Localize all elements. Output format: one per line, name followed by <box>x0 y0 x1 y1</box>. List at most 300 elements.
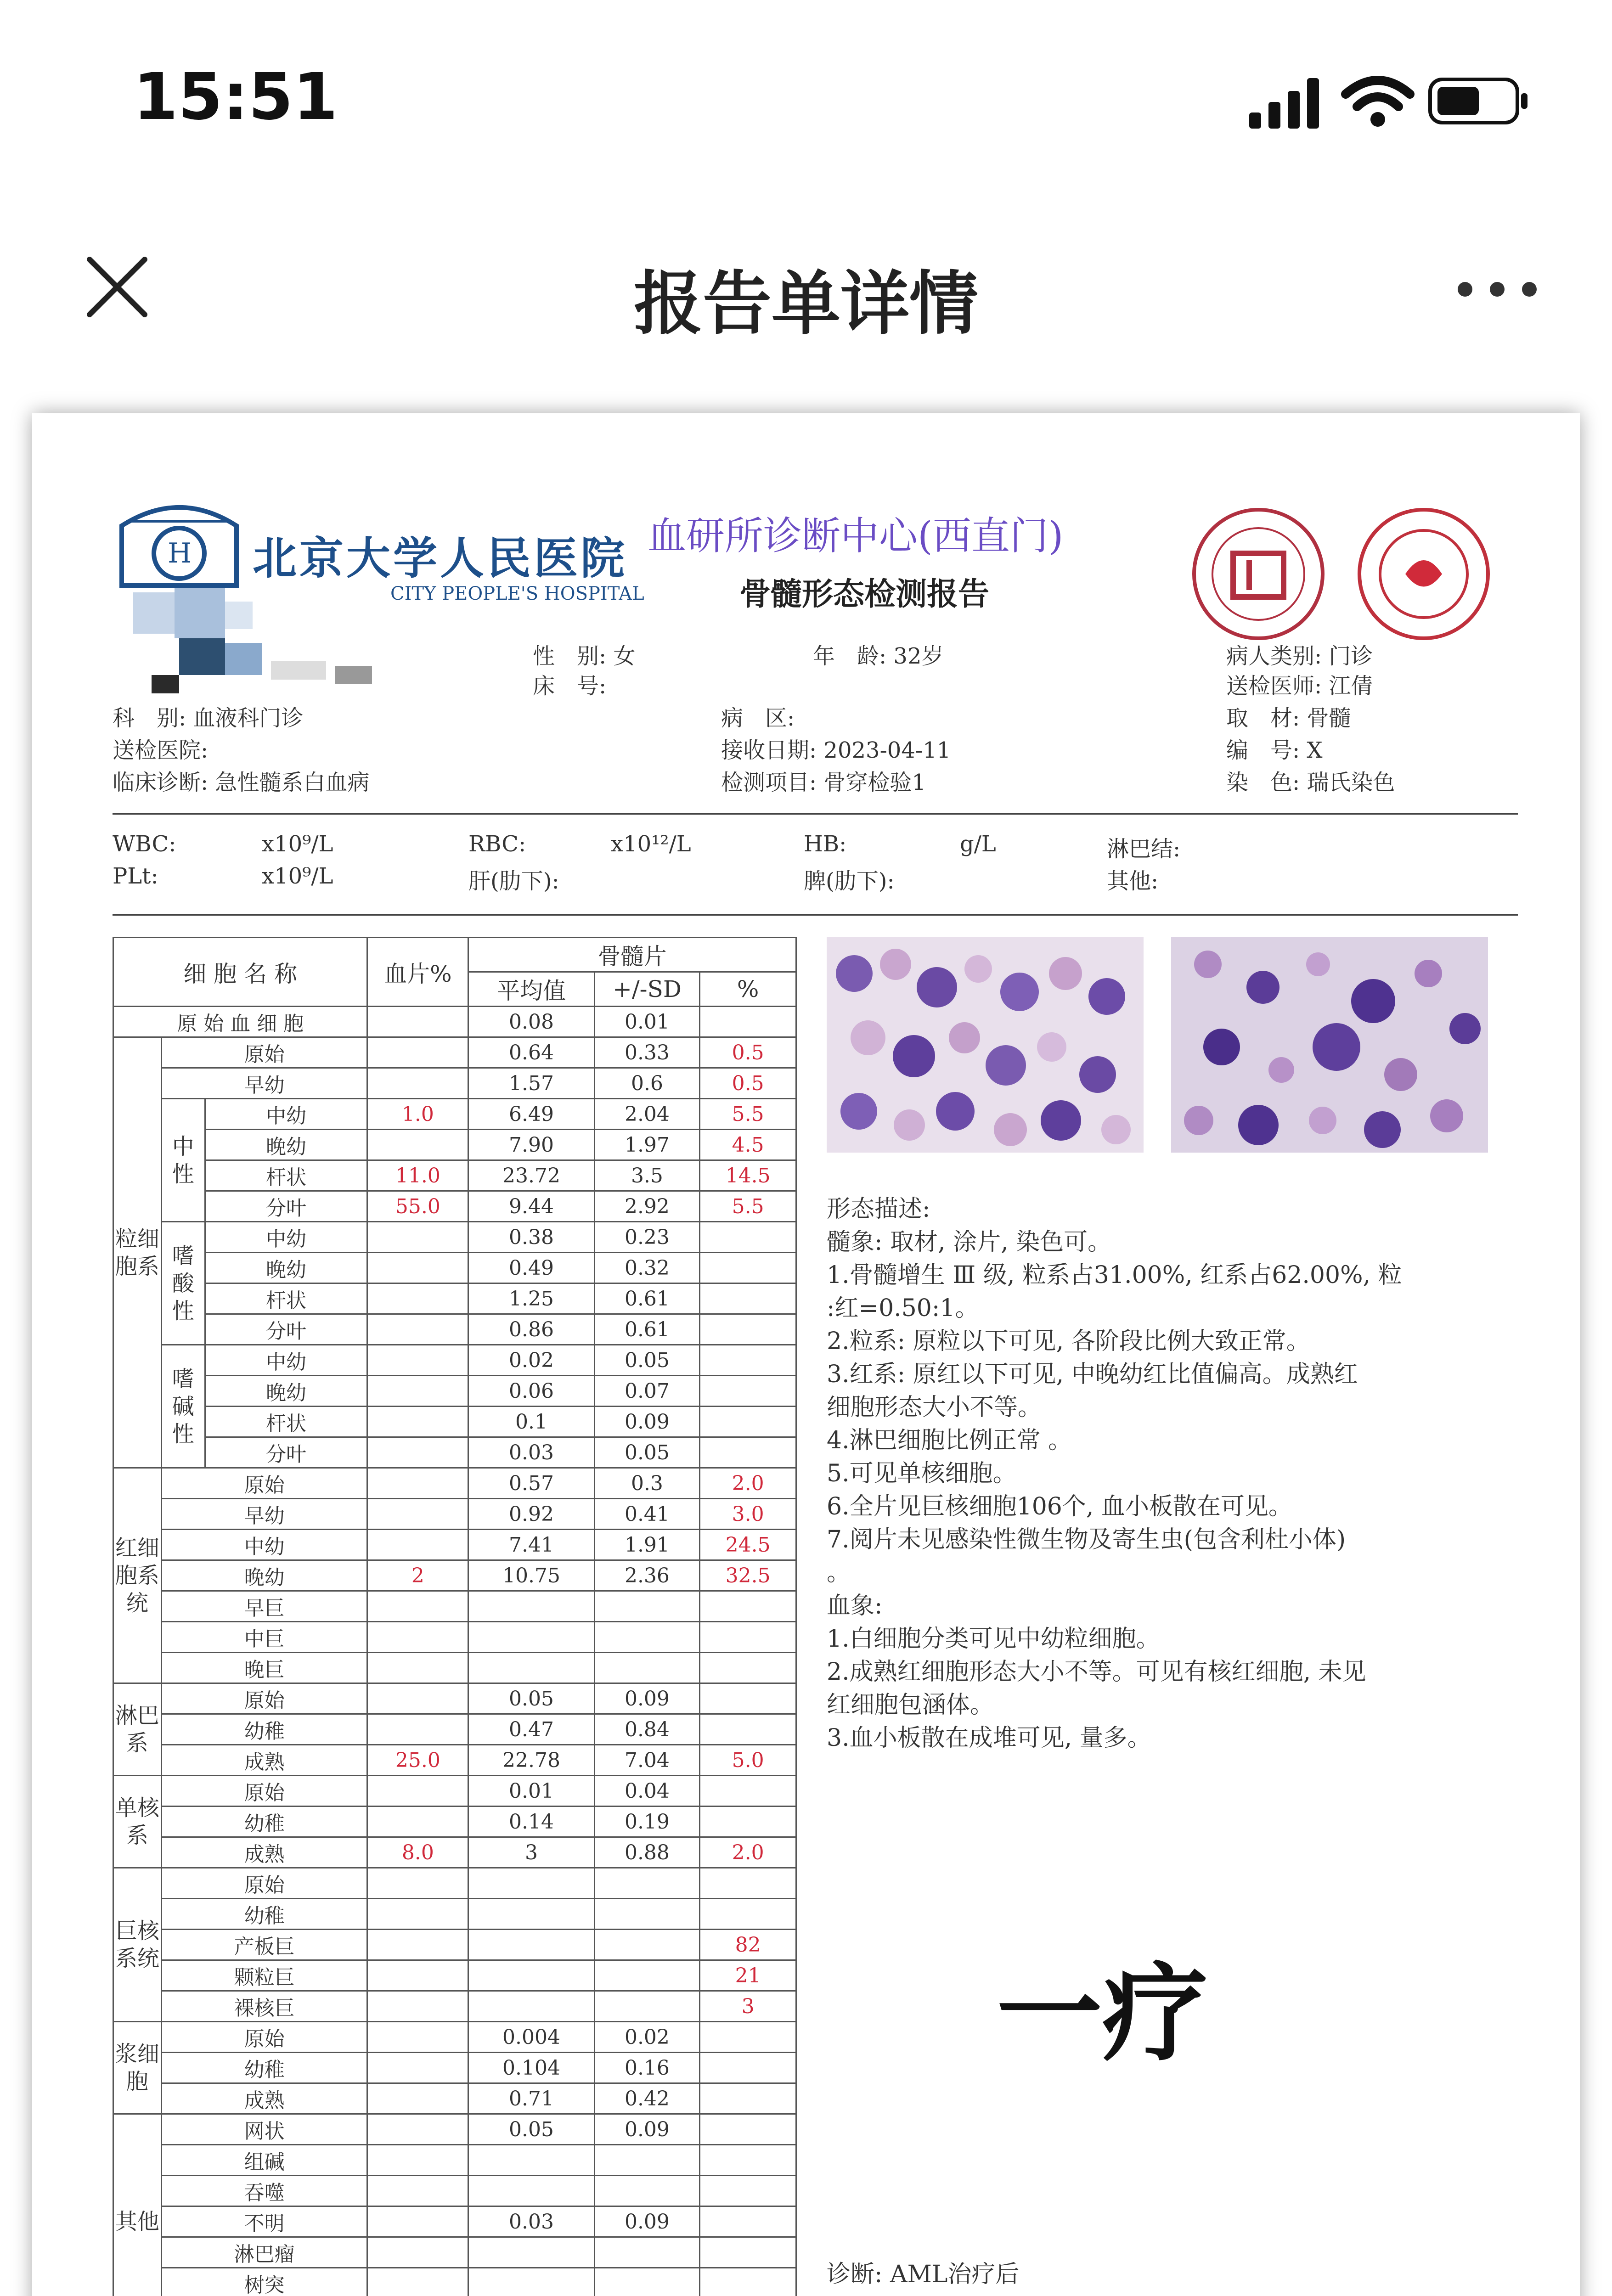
row-name: 成熟 <box>161 1745 367 1776</box>
row-mean <box>468 1591 594 1622</box>
rbc-label: RBC: <box>468 831 526 857</box>
diagnosis: 诊断: AML治疗后 <box>827 2261 1020 2288</box>
table-row <box>113 1960 796 1991</box>
row-blood: 8.0 <box>367 1837 468 1868</box>
row-blood <box>367 1314 468 1345</box>
row-sd: 0.84 <box>594 1714 700 1745</box>
row-blood <box>367 1622 468 1653</box>
patient-gender: 性 别: 女 <box>533 643 636 669</box>
row-mean: 0.1 <box>468 1407 594 1437</box>
row-name: 吞噬 <box>161 2176 367 2206</box>
row-mean: 0.08 <box>468 1007 594 1037</box>
group-label: 其他 <box>113 2114 162 2296</box>
row-mean <box>468 1899 594 1930</box>
description-line: 1.白细胞分类可见中幼粒细胞。 <box>827 1625 1160 1653</box>
row-sd: 0.07 <box>594 1376 700 1407</box>
row-mean: 0.14 <box>468 1806 594 1837</box>
table-row <box>113 1345 796 1376</box>
table-row <box>113 2145 796 2176</box>
row-pct <box>700 1007 796 1037</box>
other-exam: 其他: <box>1107 868 1159 894</box>
table-row <box>113 2053 796 2083</box>
row-name: 成熟 <box>161 2083 367 2114</box>
divider <box>113 813 1518 815</box>
row-sd <box>594 1653 700 1683</box>
table-row <box>113 1222 796 1253</box>
row-blood <box>367 1345 468 1376</box>
row-mean: 0.86 <box>468 1314 594 1345</box>
row-name: 幼稚 <box>161 2053 367 2083</box>
row-sd: 0.61 <box>594 1283 700 1314</box>
table-row <box>113 1560 796 1591</box>
row-sd <box>594 2176 700 2206</box>
table-row <box>113 1714 796 1745</box>
row-sd <box>594 1960 700 1991</box>
row-sd <box>594 1930 700 1960</box>
row-pct: 3.0 <box>700 1499 796 1530</box>
table-row <box>113 1068 796 1099</box>
group-label: 淋巴系 <box>113 1683 162 1776</box>
row-mean <box>468 2145 594 2176</box>
row-pct <box>700 1253 796 1283</box>
row-blood <box>367 1068 468 1099</box>
description-line: 3.红系: 原红以下可见, 中晚幼红比值偏高。成熟红 <box>827 1361 1358 1388</box>
row-pct: 0.5 <box>700 1068 796 1099</box>
row-pct <box>700 2145 796 2176</box>
row-pct: 0.5 <box>700 1037 796 1068</box>
wbc-unit: x10⁹/L <box>262 831 333 857</box>
row-pct <box>700 1407 796 1437</box>
table-row <box>113 1283 796 1314</box>
row-blood <box>367 1868 468 1899</box>
row-pct <box>700 1222 796 1253</box>
row-name: 中幼 <box>205 1222 367 1253</box>
row-name: 不明 <box>161 2206 367 2237</box>
test-item: 检测项目: 骨穿检验1 <box>721 770 926 795</box>
row-blood <box>367 1468 468 1499</box>
row-name: 成熟 <box>161 1837 367 1868</box>
row-pct: 21 <box>700 1960 796 1991</box>
row-sd: 3.5 <box>594 1160 700 1191</box>
overlay-text: 一疗 <box>997 1953 1208 2076</box>
row-mean: 23.72 <box>468 1160 594 1191</box>
row-pct <box>700 2053 796 2083</box>
row-sd <box>594 1591 700 1622</box>
wifi-icon <box>1341 73 1415 129</box>
row-blood <box>367 2083 468 2114</box>
row-name: 产板巨 <box>161 1930 367 1960</box>
row-blood <box>367 1283 468 1314</box>
table-row <box>113 2083 796 2114</box>
row-pct: 5.5 <box>700 1191 796 1222</box>
description-line: 3.血小板散在成堆可见, 量多。 <box>827 1724 1151 1752</box>
description-line: 。 <box>827 1559 851 1587</box>
row-sd: 0.23 <box>594 1222 700 1253</box>
row-blood <box>367 1776 468 1806</box>
row-sd: 2.92 <box>594 1191 700 1222</box>
row-pct <box>700 2206 796 2237</box>
row-pct <box>700 1622 796 1653</box>
row-mean: 0.05 <box>468 1683 594 1714</box>
row-sd: 0.05 <box>594 1437 700 1468</box>
header-sd: +/-SD <box>594 972 700 1007</box>
row-name: 杆状 <box>205 1283 367 1314</box>
row-sd: 0.09 <box>594 1407 700 1437</box>
row-sd: 0.33 <box>594 1037 700 1068</box>
row-sd: 0.02 <box>594 2022 700 2053</box>
row-sd <box>594 1868 700 1899</box>
row-sd <box>594 2237 700 2268</box>
row-pct: 2.0 <box>700 1837 796 1868</box>
row-blood <box>367 2114 468 2145</box>
row-mean: 0.57 <box>468 1468 594 1499</box>
row-blood <box>367 1407 468 1437</box>
plt-label: PLt: <box>113 863 158 889</box>
row-blood <box>367 1591 468 1622</box>
stain: 染 色: 瑞氏染色 <box>1226 770 1395 795</box>
row-sd: 0.09 <box>594 1683 700 1714</box>
row-sd: 1.97 <box>594 1130 700 1160</box>
row-name: 晚幼 <box>205 1376 367 1407</box>
nav-header <box>0 211 1612 358</box>
plt-unit: x10⁹/L <box>262 863 333 889</box>
center-name: 血研所诊断中心(西直门) <box>648 513 1064 558</box>
row-sd: 0.88 <box>594 1837 700 1868</box>
signal-icon <box>1249 78 1323 129</box>
row-name: 原 始 血 细 胞 <box>113 1007 367 1037</box>
description-line: 血象: <box>827 1592 883 1620</box>
subgroup-label: 嗜酸性 <box>161 1222 205 1345</box>
row-pct <box>700 1868 796 1899</box>
row-mean: 6.49 <box>468 1099 594 1130</box>
table-row <box>113 1745 796 1776</box>
table-row <box>113 1499 796 1530</box>
row-sd: 0.19 <box>594 1806 700 1837</box>
row-sd: 1.91 <box>594 1530 700 1560</box>
row-mean: 0.92 <box>468 1499 594 1530</box>
row-name: 中幼 <box>205 1099 367 1130</box>
description-heading: 形态描述: <box>827 1195 930 1223</box>
row-name: 早幼 <box>161 1068 367 1099</box>
row-name: 早巨 <box>161 1591 367 1622</box>
row-sd: 0.01 <box>594 1007 700 1037</box>
row-pct <box>700 1683 796 1714</box>
lymph-node: 淋巴结: <box>1107 836 1181 862</box>
row-mean: 0.03 <box>468 1437 594 1468</box>
row-name: 裸核巨 <box>161 1991 367 2022</box>
table-row <box>113 1037 796 1068</box>
row-name: 组碱 <box>161 2145 367 2176</box>
row-pct <box>700 1776 796 1806</box>
header-mean: 平均值 <box>468 972 594 1007</box>
group-label: 粒细胞系 <box>113 1037 162 1468</box>
row-blood: 2 <box>367 1560 468 1591</box>
table-row <box>113 1407 796 1437</box>
description-line: 2.粒系: 原粒以下可见, 各阶段比例大致正常。 <box>827 1328 1310 1355</box>
received-date: 接收日期: 2023-04-11 <box>721 737 951 763</box>
table-row <box>113 1806 796 1837</box>
row-blood: 25.0 <box>367 1745 468 1776</box>
row-mean <box>468 1653 594 1683</box>
row-blood <box>367 1253 468 1283</box>
row-sd <box>594 1899 700 1930</box>
header-cell-name: 细 胞 名 称 <box>113 938 367 1007</box>
row-sd: 0.05 <box>594 1345 700 1376</box>
row-pct <box>700 1653 796 1683</box>
table-row <box>113 1683 796 1714</box>
header-pct: % <box>700 972 796 1007</box>
table-row <box>113 1099 796 1130</box>
table-row <box>113 2206 796 2237</box>
row-sd <box>594 2268 700 2296</box>
row-pct: 24.5 <box>700 1530 796 1560</box>
table-row <box>113 1530 796 1560</box>
row-sd: 0.09 <box>594 2114 700 2145</box>
row-mean: 0.01 <box>468 1776 594 1806</box>
row-mean: 0.06 <box>468 1376 594 1407</box>
description-line: :红=0.50:1。 <box>827 1294 979 1322</box>
description-line: 5.可见单核细胞。 <box>827 1460 1017 1487</box>
row-pct: 3 <box>700 1991 796 2022</box>
row-name: 网状 <box>161 2114 367 2145</box>
micrograph-image-2 <box>1171 937 1488 1153</box>
sample-number: 编 号: X <box>1226 737 1323 763</box>
row-mean: 7.90 <box>468 1130 594 1160</box>
row-pct <box>700 1899 796 1930</box>
row-blood <box>367 2053 468 2083</box>
row-pct <box>700 1591 796 1622</box>
row-mean <box>468 1622 594 1653</box>
marrow-table <box>113 937 797 2296</box>
group-label: 单核系 <box>113 1776 162 1868</box>
row-pct <box>700 2268 796 2296</box>
table-row <box>113 1622 796 1653</box>
row-blood <box>367 2022 468 2053</box>
subgroup-label: 嗜碱性 <box>161 1345 205 1468</box>
row-name: 中幼 <box>205 1345 367 1376</box>
row-mean: 22.78 <box>468 1745 594 1776</box>
group-label: 浆细胞 <box>113 2022 162 2114</box>
row-mean <box>468 1991 594 2022</box>
row-mean: 0.64 <box>468 1037 594 1068</box>
row-sd: 0.16 <box>594 2053 700 2083</box>
hb-unit: g/L <box>960 831 996 857</box>
row-sd: 2.04 <box>594 1099 700 1130</box>
row-mean: 3 <box>468 1837 594 1868</box>
row-pct <box>700 1314 796 1345</box>
row-pct <box>700 1376 796 1407</box>
liver: 肝(肋下): <box>468 868 559 894</box>
group-label: 巨核系统 <box>113 1868 162 2022</box>
table-row <box>113 1591 796 1622</box>
table-row <box>113 1868 796 1899</box>
row-blood <box>367 1930 468 1960</box>
row-name: 晚幼 <box>205 1253 367 1283</box>
table-row <box>113 1837 796 1868</box>
table-row <box>113 1314 796 1345</box>
page-title: 报告单详情 <box>633 264 978 344</box>
table-row <box>113 2176 796 2206</box>
description-line: 髓象: 取材, 涂片, 染色可。 <box>827 1228 1112 1256</box>
header-blood-pct: 血片% <box>367 938 468 1007</box>
row-blood <box>367 2176 468 2206</box>
row-mean: 7.41 <box>468 1530 594 1560</box>
row-blood <box>367 1499 468 1530</box>
row-sd <box>594 1991 700 2022</box>
row-name: 原始 <box>161 1037 367 1068</box>
row-sd: 0.3 <box>594 1468 700 1499</box>
report-document <box>32 413 1580 2296</box>
description-line: 4.淋巴细胞比例正常 。 <box>827 1427 1072 1454</box>
table-row <box>113 1991 796 2022</box>
row-blood <box>367 2145 468 2176</box>
row-name: 中巨 <box>161 1622 367 1653</box>
row-name: 杆状 <box>205 1160 367 1191</box>
report-title: 骨髓形态检测报告 <box>739 576 990 613</box>
row-mean: 0.02 <box>468 1345 594 1376</box>
row-sd: 7.04 <box>594 1745 700 1776</box>
table-row <box>113 1899 796 1930</box>
row-mean: 1.57 <box>468 1068 594 1099</box>
row-name: 幼稚 <box>161 1806 367 1837</box>
more-icon[interactable] <box>1451 276 1543 303</box>
row-mean: 0.47 <box>468 1714 594 1745</box>
row-pct: 2.0 <box>700 1468 796 1499</box>
row-blood <box>367 1960 468 1991</box>
row-pct <box>700 1714 796 1745</box>
row-blood <box>367 2268 468 2296</box>
row-pct <box>700 2114 796 2145</box>
row-name: 分叶 <box>205 1314 367 1345</box>
row-mean <box>468 1960 594 1991</box>
hematology-seal-icon <box>1189 505 1327 643</box>
row-blood <box>367 2237 468 2268</box>
row-name: 分叶 <box>205 1191 367 1222</box>
table-row <box>113 1376 796 1407</box>
row-pct: 32.5 <box>700 1560 796 1591</box>
battery-icon <box>1428 76 1529 126</box>
table-row <box>113 1437 796 1468</box>
hospital-logo-icon <box>113 494 246 595</box>
row-mean <box>468 2176 594 2206</box>
row-sd: 0.61 <box>594 1314 700 1345</box>
row-blood: 11.0 <box>367 1160 468 1191</box>
table-row <box>113 1653 796 1683</box>
table-row <box>113 1253 796 1283</box>
row-blood <box>367 1899 468 1930</box>
hospital-name-en: CITY PEOPLE'S HOSPITAL <box>390 583 644 604</box>
table-row <box>113 2114 796 2145</box>
row-pct <box>700 1437 796 1468</box>
row-mean: 0.49 <box>468 1253 594 1283</box>
divider <box>113 914 1518 916</box>
table-row <box>113 1160 796 1191</box>
table-row <box>113 2237 796 2268</box>
row-pct <box>700 2083 796 2114</box>
referring-doctor: 送检医师: 江倩 <box>1226 673 1373 699</box>
row-mean <box>468 2268 594 2296</box>
row-sd: 2.36 <box>594 1560 700 1591</box>
row-pct <box>700 1345 796 1376</box>
row-mean: 0.38 <box>468 1222 594 1253</box>
rbc-unit: x10¹²/L <box>611 831 691 857</box>
row-name: 原始 <box>161 1868 367 1899</box>
row-mean: 0.004 <box>468 2022 594 2053</box>
row-sd <box>594 2145 700 2176</box>
description-line: 7.阅片未见感染性微生物及寄生虫(包含利杜小体) <box>827 1526 1346 1553</box>
patient-type: 病人类别: 门诊 <box>1226 643 1373 669</box>
row-sd: 0.04 <box>594 1776 700 1806</box>
row-blood <box>367 1530 468 1560</box>
row-mean: 10.75 <box>468 1560 594 1591</box>
row-blood <box>367 2206 468 2237</box>
description-line: 细胞形态大小不等。 <box>827 1394 1042 1421</box>
table-row <box>113 2268 796 2296</box>
row-name: 分叶 <box>205 1437 367 1468</box>
hospital-name: 北京大学人民医院 <box>253 532 627 584</box>
row-mean <box>468 1930 594 1960</box>
row-blood <box>367 1037 468 1068</box>
row-pct <box>700 2022 796 2053</box>
row-pct <box>700 2237 796 2268</box>
row-pct: 5.5 <box>700 1099 796 1130</box>
row-name: 早幼 <box>161 1499 367 1530</box>
table-row <box>113 1007 796 1037</box>
row-name: 颗粒巨 <box>161 1960 367 1991</box>
row-name: 原始 <box>161 1468 367 1499</box>
row-blood <box>367 1991 468 2022</box>
row-blood: 1.0 <box>367 1099 468 1130</box>
row-sd: 0.32 <box>594 1253 700 1283</box>
row-mean: 0.03 <box>468 2206 594 2237</box>
subgroup-label: 中性 <box>161 1099 205 1222</box>
row-blood <box>367 1806 468 1837</box>
row-name: 原始 <box>161 1776 367 1806</box>
report-image[interactable] <box>32 413 1580 2296</box>
row-name: 晚巨 <box>161 1653 367 1683</box>
row-blood: 55.0 <box>367 1191 468 1222</box>
row-mean: 1.25 <box>468 1283 594 1314</box>
row-blood <box>367 1714 468 1745</box>
spleen: 脾(肋下): <box>804 868 895 894</box>
row-blood <box>367 1130 468 1160</box>
row-mean: 0.104 <box>468 2053 594 2083</box>
row-mean: 0.05 <box>468 2114 594 2145</box>
institute-seal-icon <box>1355 505 1493 643</box>
sending-hospital: 送检医院: <box>113 737 209 763</box>
row-sd: 0.42 <box>594 2083 700 2114</box>
ward: 病 区: <box>721 705 795 731</box>
table-row <box>113 1191 796 1222</box>
row-name: 幼稚 <box>161 1899 367 1930</box>
department: 科 别: 血液科门诊 <box>113 705 304 731</box>
table-row <box>113 1130 796 1160</box>
redacted-patient-name <box>133 588 427 693</box>
row-blood <box>367 1007 468 1037</box>
hb-label: HB: <box>804 831 847 857</box>
row-pct: 82 <box>700 1930 796 1960</box>
svg-text:H: H <box>168 537 192 569</box>
row-name: 晚幼 <box>161 1560 367 1591</box>
row-sd: 0.41 <box>594 1499 700 1530</box>
row-sd <box>594 1622 700 1653</box>
table-row <box>113 2022 796 2053</box>
material: 取 材: 骨髓 <box>1226 705 1351 731</box>
row-name: 原始 <box>161 1683 367 1714</box>
patient-age: 年 龄: 32岁 <box>813 643 944 669</box>
row-pct <box>700 2176 796 2206</box>
table-header-row <box>113 938 796 972</box>
